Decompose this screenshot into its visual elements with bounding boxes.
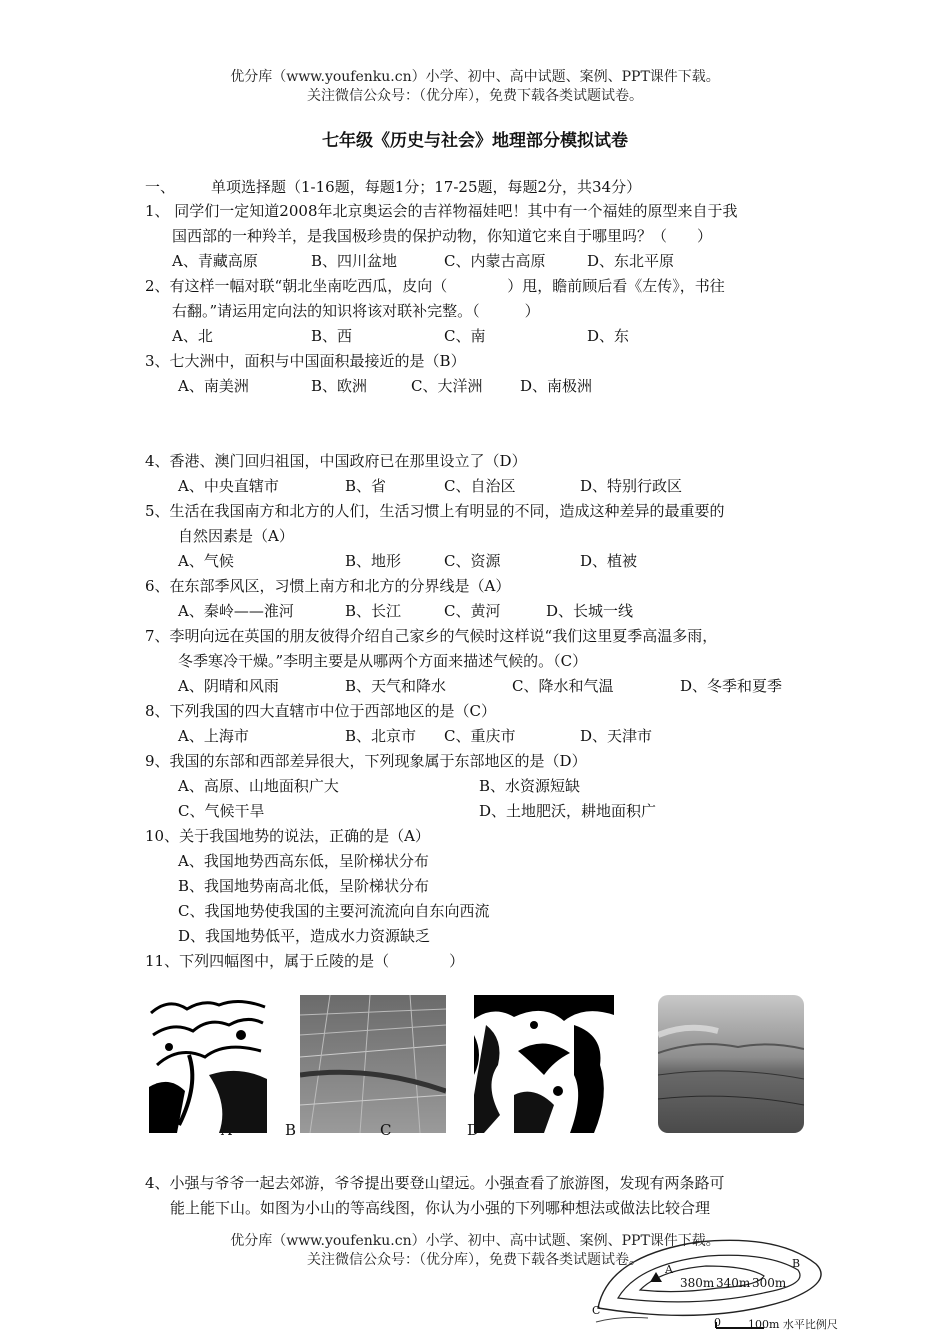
- contour-elevation-340: 340m: [716, 1276, 751, 1290]
- q9-option-b: B、水资源短缺: [479, 777, 581, 795]
- q10-option-d: D、我国地势低平，造成水力资源缺乏: [178, 927, 431, 945]
- figure-b-caption: B: [285, 1121, 297, 1139]
- q1-option-a: A、青藏高原: [172, 252, 258, 270]
- q3-option-d: D、南极洲: [520, 377, 593, 395]
- q8-option-c: C、重庆市: [444, 727, 516, 745]
- q2-option-a: A、北: [172, 327, 213, 345]
- q7-line-1: 7、李明向远在英国的朋友彼得介绍自己家乡的气候时这样说“我们这里夏季高温多雨，: [145, 627, 718, 645]
- figure-d-grassland-photo: [658, 995, 804, 1133]
- q6-option-b: B、长江: [345, 602, 402, 620]
- q4b-line-1: 4、小强与爷爷一起去郊游，爷爷提出要登山望远。小强查看了旅游图，发现有两条路可: [145, 1174, 725, 1192]
- q10-option-a: A、我国地势西高东低，呈阶梯状分布: [178, 852, 429, 870]
- q4b-line-2: 能上能下山。如图为小山的等高线图，你认为小强的下列哪种想法或做法比较合理: [170, 1199, 711, 1217]
- q8-option-a: A、上海市: [178, 727, 249, 745]
- figure-d-caption: D: [467, 1121, 480, 1139]
- q7-option-b: B、天气和降水: [345, 677, 447, 695]
- figure-c-caption: C: [380, 1121, 392, 1139]
- q1-option-d: D、东北平原: [587, 252, 675, 270]
- section-number: 一、: [145, 178, 176, 196]
- q4-option-b: B、省: [345, 477, 387, 495]
- figure-a-caption: A: [221, 1121, 232, 1139]
- q11-line-1: 11、下列四幅图中，属于丘陵的是（ ）: [145, 952, 465, 970]
- q5-option-c: C、资源: [444, 552, 501, 570]
- q9-option-c: C、气候干旱: [178, 802, 265, 820]
- figure-b-farmland-photo: [300, 995, 446, 1133]
- q10-option-c: C、我国地势使我国的主要河流流向自东向西流: [178, 902, 490, 920]
- q1-line-2: 国西部的一种羚羊，是我国极珍贵的保护动物，你知道它来自于哪里吗？（ ）: [172, 227, 713, 245]
- q3-option-b: B、欧洲: [311, 377, 368, 395]
- q7-line-2: 冬季寒冷干燥。”李明主要是从哪两个方面来描述气候的。（C）: [178, 652, 588, 670]
- q8-option-b: B、北京市: [345, 727, 417, 745]
- q6-option-c: C、黄河: [444, 602, 501, 620]
- q4-option-a: A、中央直辖市: [178, 477, 279, 495]
- q8-option-d: D、天津市: [580, 727, 653, 745]
- section-heading: 单项选择题（1-16题，每题1分；17-25题，每题2分，共34分）: [211, 178, 642, 196]
- footer-line-1: 优分库（www.youfenku.cn）小学、初中、高中试题、案例、PPT课件下载。: [230, 1233, 720, 1249]
- scale-zero: 0: [714, 1316, 721, 1329]
- q2-option-b: B、西: [311, 327, 353, 345]
- q9-option-a: A、高原、山地面积广大: [178, 777, 339, 795]
- q10-option-b: B、我国地势南高北低，呈阶梯状分布: [178, 877, 430, 895]
- contour-point-b: B: [792, 1257, 801, 1270]
- contour-point-c: C: [592, 1304, 601, 1317]
- q10-line-1: 10、关于我国地势的说法，正确的是（A）: [145, 827, 430, 845]
- q2-option-c: C、南: [444, 327, 486, 345]
- q6-option-d: D、长城一线: [546, 602, 634, 620]
- q1-line-1: 1、 同学们一定知道2008年北京奥运会的吉祥物福娃吧！其中有一个福娃的原型来自于我: [145, 202, 738, 220]
- q1-option-b: B、四川盆地: [311, 252, 398, 270]
- header-line-1: 优分库（www.youfenku.cn）小学、初中、高中试题、案例、PPT课件下载。: [230, 69, 720, 85]
- q5-line-1: 5、生活在我国南方和北方的人们，生活习惯上有明显的不同，造成这种差异的最重要的: [145, 502, 725, 520]
- scale-label: 100m 水平比例尺: [748, 1318, 838, 1331]
- q7-option-c: C、降水和气温: [512, 677, 614, 695]
- q7-option-a: A、阴晴和风雨: [178, 677, 279, 695]
- q3-option-a: A、南美洲: [178, 377, 249, 395]
- q6-option-a: A、秦岭——淮河: [178, 602, 294, 620]
- q5-line-2: 自然因素是（A）: [178, 527, 294, 545]
- q4-line-1: 4、香港、澳门回归祖国，中国政府已在那里设立了（D）: [145, 452, 527, 470]
- q5-option-a: A、气候: [178, 552, 234, 570]
- q4-option-d: D、特别行政区: [580, 477, 683, 495]
- q7-option-d: D、冬季和夏季: [680, 677, 783, 695]
- q6-line-1: 6、在东部季风区，习惯上南方和北方的分界线是（A）: [145, 577, 511, 595]
- q9-line-1: 9、我国的东部和西部差异很大，下列现象属于东部地区的是（D）: [145, 752, 587, 770]
- q1-option-c: C、内蒙古高原: [444, 252, 546, 270]
- contour-point-a: A: [665, 1263, 673, 1276]
- footer-line-2: 关注微信公众号：（优分库），免费下载各类试题试卷。: [307, 1252, 643, 1268]
- header-line-2: 关注微信公众号：（优分库），免费下载各类试题试卷。: [307, 88, 643, 104]
- q2-line-2: 右翻。”请运用定向法的知识将该对联补完整。（ ）: [172, 302, 540, 320]
- q5-option-b: B、地形: [345, 552, 402, 570]
- figure-a-mountain-sketch: [149, 995, 267, 1133]
- q8-line-1: 8、下列我国的四大直辖市中位于西部地区的是（C）: [145, 702, 497, 720]
- q2-line-1: 2、有这样一幅对联“朝北坐南吃西瓜，皮向（ ）甩，瞻前顾后看《左传》，书往: [145, 277, 725, 295]
- figure-c-hill-sketch: [474, 995, 614, 1133]
- page-title: 七年级《历史与社会》地理部分模拟试卷: [322, 131, 628, 151]
- q4-option-c: C、自治区: [444, 477, 516, 495]
- contour-elevation-380: 380m: [680, 1276, 715, 1290]
- q9-option-d: D、土地肥沃，耕地面积广: [479, 802, 657, 820]
- q2-option-d: D、东: [587, 327, 630, 345]
- q5-option-d: D、植被: [580, 552, 638, 570]
- q3-line-1: 3、七大洲中，面积与中国面积最接近的是（B）: [145, 352, 466, 370]
- contour-elevation-300: 300m: [752, 1276, 787, 1290]
- q3-option-c: C、大洋洲: [411, 377, 483, 395]
